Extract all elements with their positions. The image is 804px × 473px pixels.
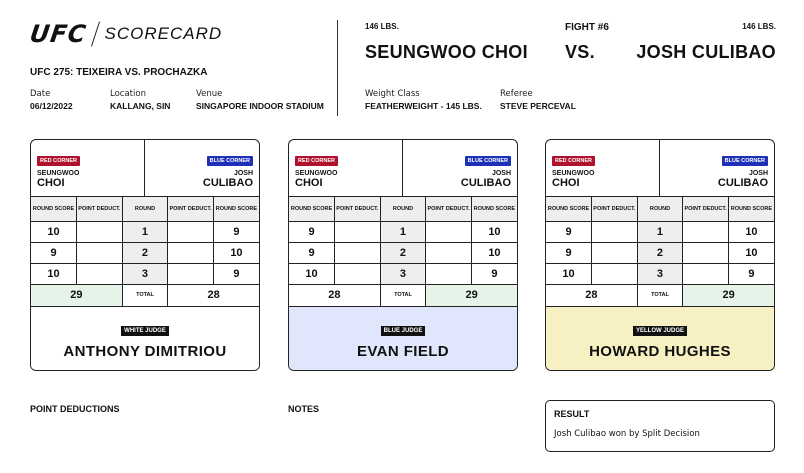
red-last-name: CHOI bbox=[37, 177, 65, 189]
round-number: 2 bbox=[122, 242, 168, 263]
col-point-deduct: POINT DEDUCT. bbox=[77, 197, 123, 221]
total-row bbox=[289, 284, 517, 306]
round-number: 3 bbox=[637, 263, 683, 284]
red-first-name: SEUNGWOO bbox=[295, 170, 338, 177]
red-point-deduction bbox=[335, 242, 381, 263]
weight-class-block bbox=[365, 89, 482, 111]
col-point-deduct: POINT DEDUCT. bbox=[592, 197, 638, 221]
red-first-name: SEUNGWOO bbox=[37, 170, 80, 177]
col-round-score: ROUND SCORE bbox=[728, 197, 774, 221]
col-round: ROUND bbox=[380, 197, 426, 221]
red-round-score: 9 bbox=[289, 242, 335, 263]
blue-point-deduction bbox=[683, 263, 729, 284]
blue-round-score: 9 bbox=[213, 221, 259, 242]
blue-corner bbox=[660, 140, 774, 196]
round-row bbox=[289, 221, 517, 242]
vs-label: VS. bbox=[565, 42, 595, 62]
blue-corner bbox=[145, 140, 259, 196]
blue-last-name: CULIBAO bbox=[717, 177, 768, 189]
red-last-name: CHOI bbox=[552, 177, 580, 189]
event-name: UFC 275: TEIXEIRA VS. PROCHAZKA bbox=[30, 67, 208, 78]
red-total: 28 bbox=[546, 284, 637, 306]
judge-card bbox=[288, 139, 518, 371]
fight-number: FIGHT #6 bbox=[565, 22, 609, 33]
blue-first-name: JOSH bbox=[233, 170, 253, 177]
red-point-deduction bbox=[335, 263, 381, 284]
red-point-deduction bbox=[592, 242, 638, 263]
blue-first-name: JOSH bbox=[748, 170, 768, 177]
red-fighter-name: SEUNGWOO CHOI bbox=[365, 42, 528, 62]
red-last-name: CHOI bbox=[295, 177, 323, 189]
red-total: 29 bbox=[31, 284, 122, 306]
total-row bbox=[31, 284, 259, 306]
red-corner-badge: RED CORNER bbox=[37, 156, 80, 166]
blue-total: 29 bbox=[683, 284, 774, 306]
judge-section bbox=[289, 307, 517, 371]
judge-card bbox=[30, 139, 260, 371]
result-title: RESULT bbox=[554, 409, 590, 419]
location-label: Location bbox=[110, 89, 146, 99]
red-round-score: 10 bbox=[546, 263, 592, 284]
red-corner-badge: RED CORNER bbox=[295, 156, 338, 166]
judge-card bbox=[545, 139, 775, 371]
round-number: 2 bbox=[637, 242, 683, 263]
red-weight: 146 LBS. bbox=[365, 22, 399, 31]
round-number: 1 bbox=[637, 221, 683, 242]
scorecard-title: SCORECARD bbox=[104, 24, 223, 43]
venue-value: SINGAPORE INDOOR STADIUM bbox=[196, 101, 324, 111]
date-value: 06/12/2022 bbox=[30, 101, 73, 111]
blue-round-score: 9 bbox=[213, 263, 259, 284]
corner-header bbox=[31, 140, 259, 197]
round-row bbox=[289, 242, 517, 263]
red-point-deduction bbox=[592, 221, 638, 242]
blue-round-score: 10 bbox=[213, 242, 259, 263]
date-block bbox=[30, 89, 73, 111]
result-box bbox=[545, 400, 775, 452]
red-round-score: 10 bbox=[31, 263, 77, 284]
score-table-header bbox=[31, 197, 259, 221]
referee-value: STEVE PERCEVAL bbox=[500, 101, 576, 111]
blue-last-name: CULIBAO bbox=[202, 177, 253, 189]
round-number: 3 bbox=[122, 263, 168, 284]
blue-point-deduction bbox=[168, 242, 214, 263]
red-first-name: SEUNGWOO bbox=[552, 170, 595, 177]
blue-point-deduction bbox=[168, 263, 214, 284]
col-point-deduct: POINT DEDUCT. bbox=[335, 197, 381, 221]
location-value: KALLANG, SIN bbox=[110, 101, 171, 111]
red-point-deduction bbox=[77, 263, 123, 284]
red-corner bbox=[31, 140, 145, 196]
notes-heading: NOTES bbox=[288, 404, 320, 414]
score-table bbox=[546, 197, 774, 307]
round-row bbox=[31, 242, 259, 263]
red-corner-badge: RED CORNER bbox=[552, 156, 595, 166]
blue-corner-badge: BLUE CORNER bbox=[207, 156, 253, 166]
blue-round-score: 10 bbox=[728, 242, 774, 263]
blue-point-deduction bbox=[683, 242, 729, 263]
blue-round-score: 9 bbox=[471, 263, 517, 284]
col-point-deduct: POINT DEDUCT. bbox=[426, 197, 472, 221]
blue-weight: 146 LBS. bbox=[742, 22, 776, 31]
location-block bbox=[110, 89, 170, 111]
red-round-score: 10 bbox=[31, 221, 77, 242]
weight-class-value: FEATHERWEIGHT - 145 LBS. bbox=[365, 101, 482, 111]
blue-total: 28 bbox=[168, 284, 259, 306]
red-point-deduction bbox=[77, 242, 123, 263]
red-total: 28 bbox=[289, 284, 380, 306]
total-label: TOTAL bbox=[380, 284, 426, 306]
date-label: Date bbox=[30, 89, 51, 99]
total-row bbox=[546, 284, 774, 306]
blue-last-name: CULIBAO bbox=[460, 177, 511, 189]
col-round-score: ROUND SCORE bbox=[289, 197, 335, 221]
blue-total: 29 bbox=[426, 284, 517, 306]
col-round-score: ROUND SCORE bbox=[546, 197, 592, 221]
round-number: 2 bbox=[380, 242, 426, 263]
score-table-header bbox=[289, 197, 517, 221]
judge-name: ANTHONY DIMITRIOU bbox=[63, 342, 227, 360]
ufc-logo bbox=[30, 20, 222, 48]
judge-badge: YELLOW JUDGE bbox=[633, 326, 687, 336]
blue-point-deduction bbox=[426, 221, 472, 242]
judge-section bbox=[546, 307, 774, 371]
venue-block bbox=[196, 89, 324, 111]
total-label: TOTAL bbox=[122, 284, 168, 306]
col-round: ROUND bbox=[122, 197, 168, 221]
round-row bbox=[546, 242, 774, 263]
blue-first-name: JOSH bbox=[491, 170, 511, 177]
logo-divider bbox=[91, 21, 100, 46]
col-round: ROUND bbox=[637, 197, 683, 221]
blue-point-deduction bbox=[168, 221, 214, 242]
col-point-deduct: POINT DEDUCT. bbox=[168, 197, 214, 221]
point-deductions-heading: POINT DEDUCTIONS bbox=[30, 404, 120, 414]
judge-name: EVAN FIELD bbox=[356, 342, 450, 360]
blue-round-score: 10 bbox=[471, 221, 517, 242]
blue-round-score: 10 bbox=[471, 242, 517, 263]
blue-round-score: 9 bbox=[728, 263, 774, 284]
score-table bbox=[289, 197, 517, 307]
round-row bbox=[31, 263, 259, 284]
red-corner bbox=[546, 140, 660, 196]
result-text: Josh Culibao won by Split Decision bbox=[554, 429, 700, 439]
col-point-deduct: POINT DEDUCT. bbox=[683, 197, 729, 221]
red-point-deduction bbox=[77, 221, 123, 242]
blue-corner-badge: BLUE CORNER bbox=[722, 156, 768, 166]
venue-label: Venue bbox=[196, 89, 223, 99]
round-number: 1 bbox=[122, 221, 168, 242]
red-point-deduction bbox=[592, 263, 638, 284]
red-point-deduction bbox=[335, 221, 381, 242]
blue-fighter-name: JOSH CULIBAO bbox=[636, 42, 776, 62]
judge-section bbox=[31, 307, 259, 371]
red-corner bbox=[289, 140, 403, 196]
corner-header bbox=[289, 140, 517, 197]
round-row bbox=[31, 221, 259, 242]
total-label: TOTAL bbox=[637, 284, 683, 306]
red-round-score: 9 bbox=[31, 242, 77, 263]
round-row bbox=[546, 221, 774, 242]
round-row bbox=[546, 263, 774, 284]
header-divider bbox=[337, 20, 338, 116]
weight-class-label: Weight Class bbox=[365, 89, 420, 99]
col-round-score: ROUND SCORE bbox=[31, 197, 77, 221]
col-round-score: ROUND SCORE bbox=[213, 197, 259, 221]
score-table bbox=[31, 197, 259, 307]
score-table-header bbox=[546, 197, 774, 221]
judge-badge: WHITE JUDGE bbox=[121, 326, 169, 336]
blue-point-deduction bbox=[426, 263, 472, 284]
red-round-score: 10 bbox=[289, 263, 335, 284]
ufc-wordmark: UFC bbox=[28, 20, 89, 48]
round-number: 1 bbox=[380, 221, 426, 242]
col-round-score: ROUND SCORE bbox=[471, 197, 517, 221]
blue-point-deduction bbox=[683, 221, 729, 242]
round-row bbox=[289, 263, 517, 284]
blue-corner-badge: BLUE CORNER bbox=[465, 156, 511, 166]
red-round-score: 9 bbox=[546, 242, 592, 263]
red-round-score: 9 bbox=[289, 221, 335, 242]
blue-point-deduction bbox=[426, 242, 472, 263]
corner-header bbox=[546, 140, 774, 197]
referee-block bbox=[500, 89, 576, 111]
judge-badge: BLUE JUDGE bbox=[381, 326, 426, 336]
red-round-score: 9 bbox=[546, 221, 592, 242]
round-number: 3 bbox=[380, 263, 426, 284]
blue-corner bbox=[403, 140, 517, 196]
blue-round-score: 10 bbox=[728, 221, 774, 242]
referee-label: Referee bbox=[500, 89, 533, 99]
judge-name: HOWARD HUGHES bbox=[589, 342, 731, 360]
